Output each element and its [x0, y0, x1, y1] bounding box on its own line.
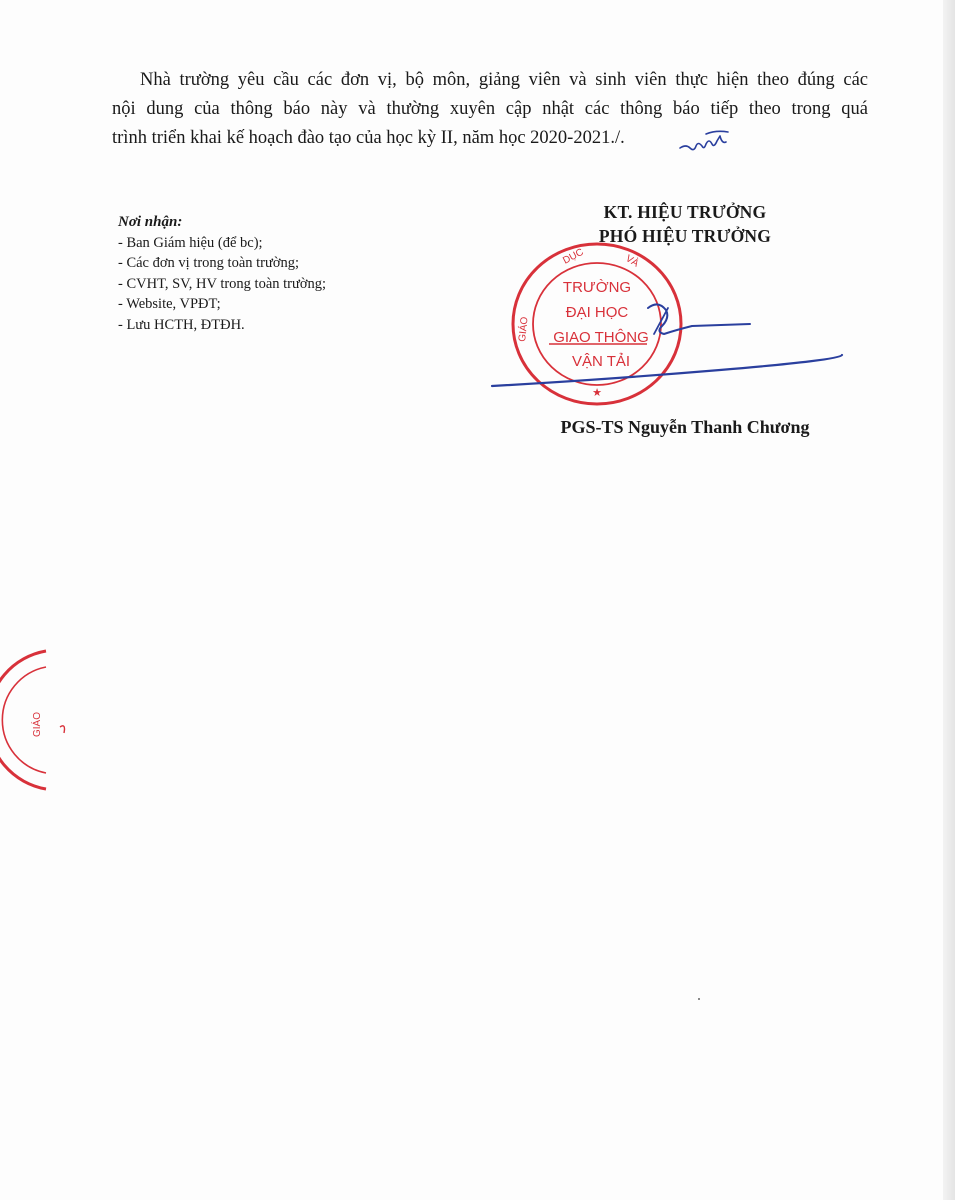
paragraph-line-2: nội dung của thông báo này và thường xuyên cập nhật các thông báo tiếp theo trong quá	[112, 99, 868, 119]
signer-name: PGS-TS Nguyễn Thanh Chương	[560, 417, 810, 437]
recipient-item: - Website, VPĐT;	[118, 296, 221, 312]
stamp-line-3: GIAO THÔNG	[553, 329, 649, 346]
signature-title-1: KT. HIỆU TRƯỞNG	[603, 202, 767, 222]
stamp-line-4: VẬN TẢI	[571, 353, 631, 370]
stamp-line-2: ĐẠI HỌC	[565, 304, 629, 321]
stamp-rim-left: GIÁO	[517, 316, 531, 343]
recipient-item: - Ban Giám hiệu (để bc);	[118, 234, 263, 251]
recipients-block	[118, 212, 326, 335]
stamp-star-icon: ★	[592, 386, 602, 399]
page-edge-shadow	[943, 0, 955, 1200]
paragraph-line-3: trình triển khai kế hoạch đào tạo của học kỳ II, năm học 2020-2021./.	[112, 128, 625, 148]
stamp-line-1: TRƯỜNG	[562, 279, 632, 296]
recipient-item: - Lưu HCTH, ĐTĐH.	[118, 316, 245, 333]
closing-paragraph	[112, 66, 868, 153]
recipient-item: - Các đơn vị trong toàn trường;	[118, 255, 300, 271]
recipient-item: - CVHT, SV, HV trong toàn trường;	[118, 275, 327, 292]
stamp-rim-top: DỤC	[561, 246, 586, 267]
signature-strokes	[480, 300, 860, 410]
signature-title-2: PHÓ HIỆU TRƯỞNG	[598, 226, 772, 246]
speck	[698, 998, 700, 1000]
recipients-list	[118, 233, 326, 336]
paragraph-line-1: Nhà trường yêu cầu các đơn vị, bộ môn, giảng viên và sinh viên thực hiện theo đúng các	[140, 70, 868, 90]
handwritten-initials	[676, 126, 736, 160]
partial-stamp-rim: GIÁO	[32, 711, 43, 737]
partial-stamp-left	[0, 645, 70, 795]
recipients-heading: Nơi nhận:	[118, 214, 183, 230]
stamp-rim-right: VÀ	[623, 253, 641, 270]
